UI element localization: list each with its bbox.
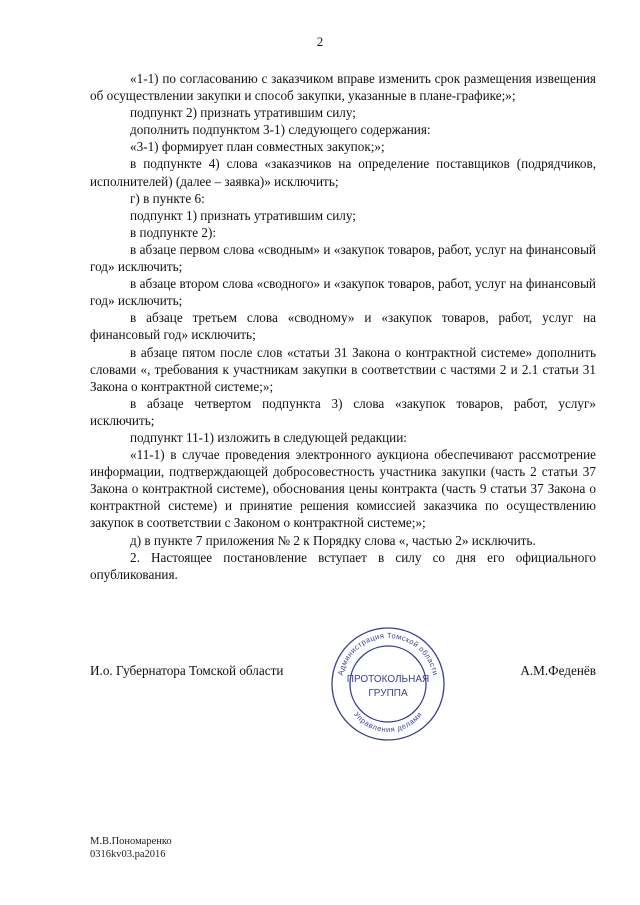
paragraph: 2. Настоящее постановление вступает в силу со дня его официального опубликования.	[90, 549, 596, 582]
paragraph: подпункт 1) признать утратившим силу;	[130, 207, 356, 223]
paragraph: подпункт 2) признать утратившим силу;	[130, 105, 356, 121]
stamp-inner-line2: ГРУППА	[368, 688, 408, 699]
footer-code: 0316kv03.pa2016	[90, 849, 166, 860]
paragraph: в абзаце пятом после слов «статьи 31 Закона о контрактной системе» дополнить словами «, требования к участникам закупки в соответствии с частями 2 и 2.1 статьи 31 Закона о контрактной системе;»;	[90, 344, 596, 394]
footer-author: М.В.Пономаренко	[90, 836, 172, 847]
signatory-position: И.о. Губернатора Томской области	[90, 663, 284, 678]
document-footer	[90, 835, 340, 861]
paragraph: в подпункте 4) слова «заказчиков на определение поставщиков (подрядчиков, исполнителей) (далее – заявка)» исключить;	[90, 156, 596, 189]
official-stamp	[328, 624, 448, 744]
paragraph: подпункт 11-1) изложить в следующей редакции:	[130, 429, 407, 445]
paragraph: в абзаце первом слова «сводным» и «закупок товаров, работ, услуг на финансовый год» исключить;	[90, 241, 596, 275]
svg-text:Администрация Томской области	[336, 631, 440, 676]
paragraph: г) в пункте 6:	[130, 190, 205, 206]
paragraph: в подпункте 2):	[130, 224, 217, 240]
document-body	[90, 70, 596, 583]
paragraph: в абзаце третьем слова «сводному» и «закупок товаров, работ, услуг на финансовый год» исключить;	[90, 310, 596, 343]
paragraph: «1-1) по согласованию с заказчиком вправе изменить срок размещения извещения об осуществлении закупки и способ закупки, указанные в плане-графике;»;	[90, 71, 596, 104]
paragraph: в абзаце втором слова «сводного» и «закупок товаров, работ, услуг на финансовый год» исключить;	[90, 276, 596, 309]
paragraph: дополнить подпунктом 3-1) следующего содержания:	[130, 122, 431, 138]
paragraph: «11-1) в случае проведения электронного аукциона обеспечивают рассмотрение информации, подтверждающей добросовестность участника закупки (часть 2 статьи 37 Закона о контрактной системе), обоснования цены контракта (часть 9 статьи 37 Закона о контрактной системе) и принятие решения комиссией заказчика по осуществлению закупок в соответствии с Законом о контрактной системе;»;	[90, 447, 596, 531]
page-number: 2	[316, 34, 324, 49]
paragraph: в абзаце четвертом подпункта 3) слова «закупок товаров, работ, услуг» исключить;	[90, 395, 596, 428]
paragraph: «3-1) формирует план совместных закупок;»;	[130, 139, 385, 155]
signatory-name: А.М.Феденёв	[520, 663, 596, 678]
stamp-inner-line1: ПРОТОКОЛЬНАЯ	[346, 674, 430, 685]
stamp-bottom-text: Управления делами	[352, 709, 424, 735]
stamp-outer-text: Администрация Томской области	[335, 630, 441, 677]
paragraph: д) в пункте 7 приложения № 2 к Порядку слова «, частью 2» исключить.	[130, 532, 536, 548]
